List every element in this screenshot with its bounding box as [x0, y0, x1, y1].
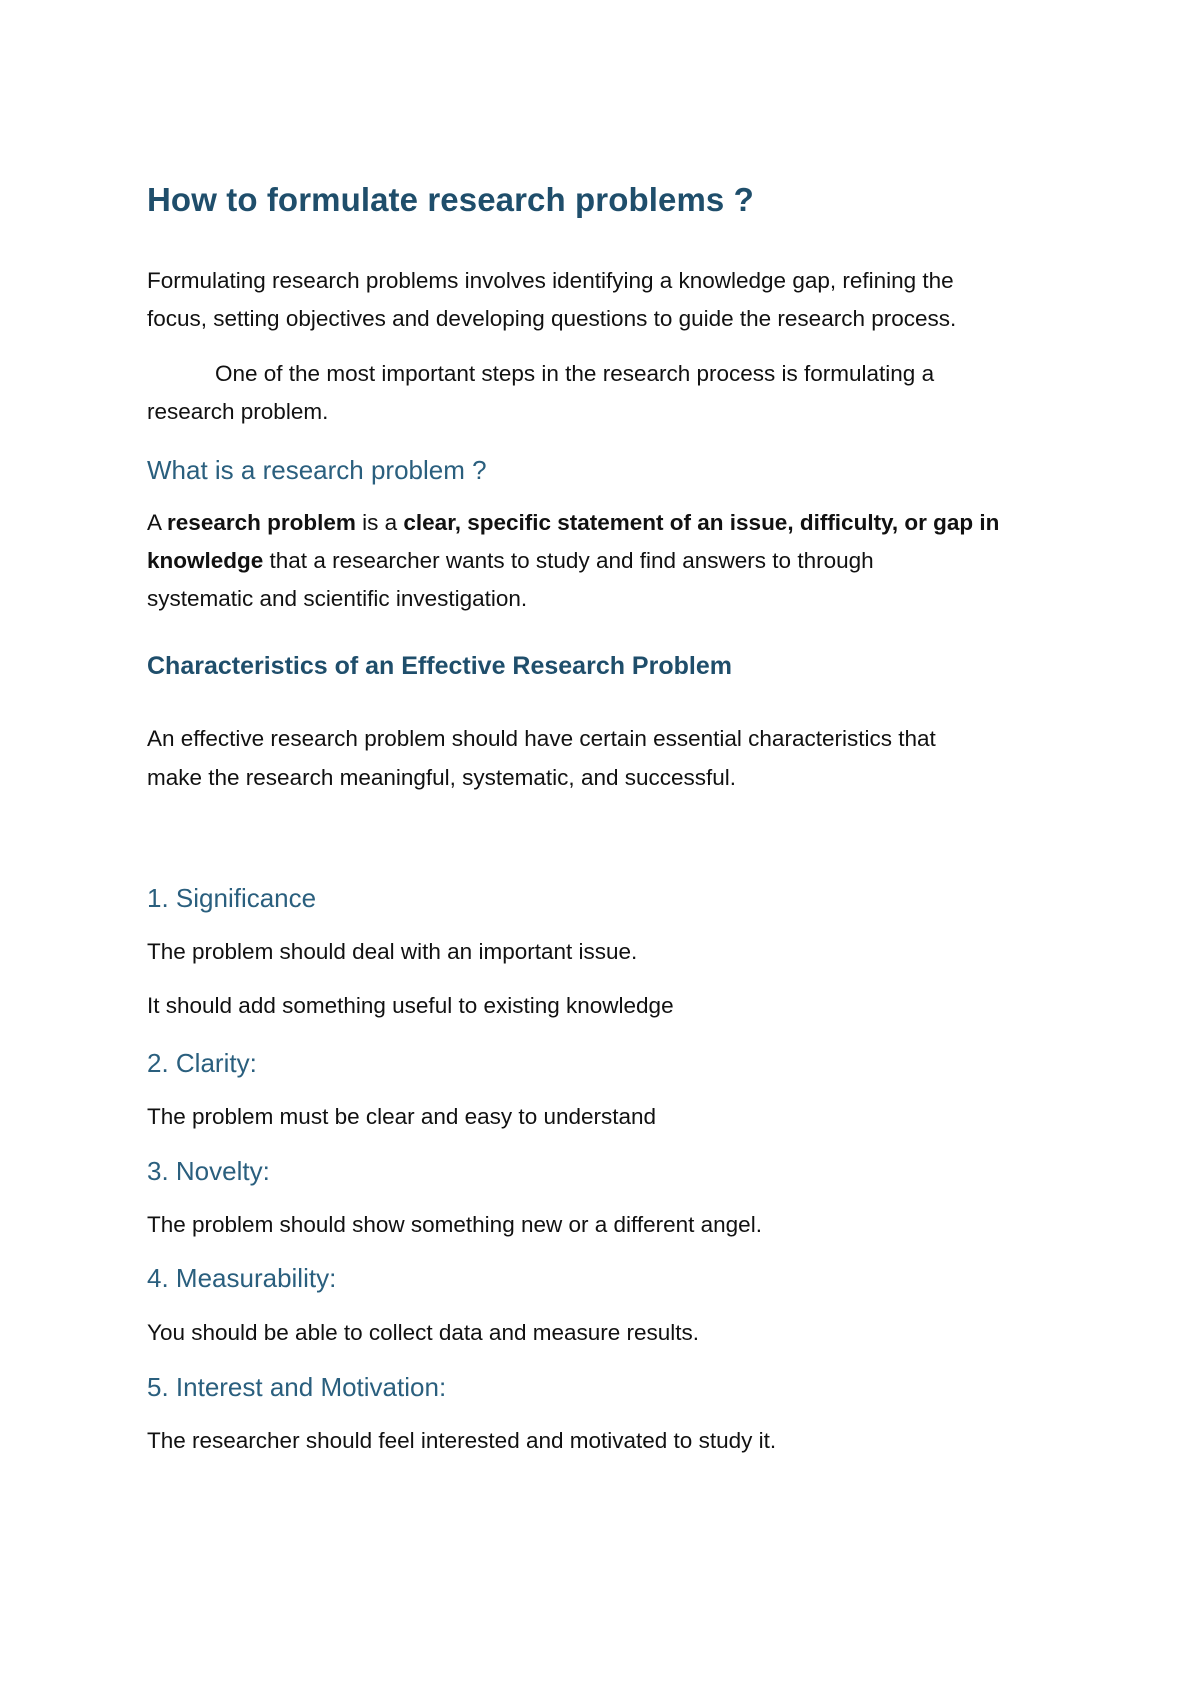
important-step-line-1: One of the most important steps in the research process is formulating a: [215, 361, 935, 386]
what-is-heading: What is a research problem ?: [147, 455, 487, 485]
item-heading-clarity: 2. Clarity:: [147, 1048, 257, 1078]
characteristics-line-2: make the research meaningful, systematic, and successful.: [147, 765, 737, 790]
definition-text: that a researcher wants to study and find answers to through: [263, 548, 874, 573]
item-text: The problem should show something new or a different angel.: [147, 1212, 762, 1237]
definition-emphasis: knowledge: [147, 548, 264, 573]
item-heading-novelty: 3. Novelty:: [147, 1156, 270, 1186]
item-text: The researcher should feel interested and motivated to study it.: [147, 1428, 777, 1453]
characteristics-line-1: An effective research problem should have certain essential characteristics that: [147, 726, 936, 751]
characteristics-heading: Characteristics of an Effective Research Problem: [147, 652, 732, 680]
item-text: The problem should deal with an important issue.: [147, 939, 638, 964]
item-heading-measurability: 4. Measurability:: [147, 1263, 337, 1293]
important-step-line-2: research problem.: [147, 399, 329, 424]
item-heading-significance: 1. Significance: [147, 883, 317, 913]
item-text: You should be able to collect data and measure results.: [147, 1320, 700, 1345]
definition-text: is a: [355, 510, 404, 535]
item-text: It should add something useful to existing knowledge: [147, 993, 674, 1018]
definition-line-3: systematic and scientific investigation.: [147, 586, 528, 611]
definition-term: research problem: [167, 510, 356, 535]
page-title: How to formulate research problems ?: [147, 181, 754, 218]
definition-line-2: [147, 542, 874, 580]
definition-text: A: [147, 510, 168, 535]
definition-line-1: [147, 504, 999, 542]
intro-line-1: Formulating research problems involves identifying a knowledge gap, refining the: [147, 268, 954, 293]
item-text: The problem must be clear and easy to understand: [147, 1104, 657, 1129]
item-heading-interest-motivation: 5. Interest and Motivation:: [147, 1372, 447, 1402]
intro-line-2: focus, setting objectives and developing questions to guide the research process.: [147, 306, 957, 331]
definition-emphasis: clear, specific statement of an issue, difficulty, or gap in: [403, 510, 1000, 535]
